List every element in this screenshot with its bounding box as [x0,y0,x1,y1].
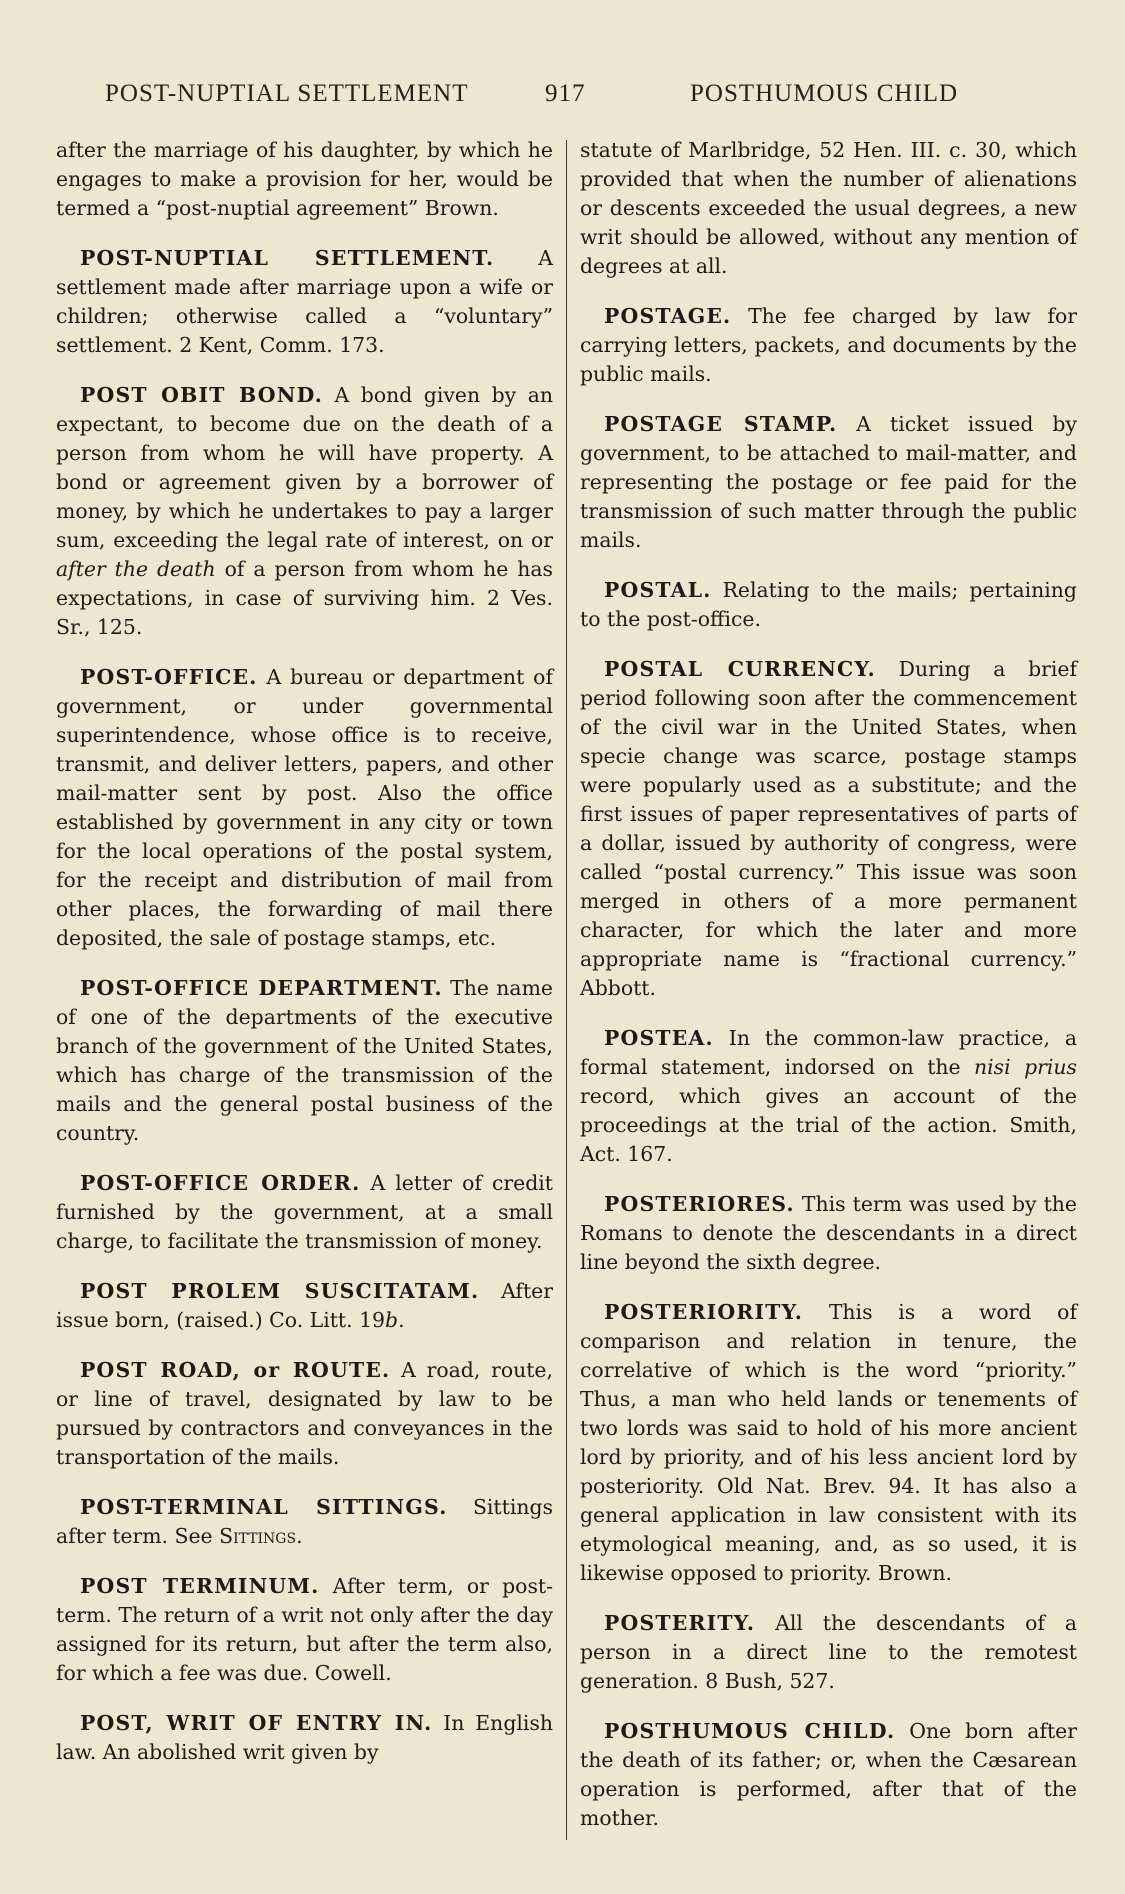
entry-term: POSTERITY. [604,1611,756,1635]
entry-term: POST-OFFICE DEPARTMENT. [80,976,443,1000]
page-number: 917 [545,80,586,107]
cross-reference: Sittings [219,1524,297,1548]
entry-definition: In the common-law practice, a formal statement, indorsed on the [580,1026,1078,1079]
entry-post-road [56,1356,553,1472]
entry-posteriority [580,1298,1077,1588]
entry-term: POSTHUMOUS CHILD. [604,1719,896,1743]
entry-definition: After issue born, (raised.) Co. Litt. 19 [56,1279,553,1332]
entry-definition: The name of one of the departments of the executive branch of the government of the United States, which has charge of the transmission of the mails and the general postal business of the country. [56,976,553,1145]
entry-definition: One born after the death of its father; or, when the Cæsarean operation is performed, after that of the mother. [580,1719,1077,1830]
entry-term: POST-NUPTIAL SETTLEMENT. [80,246,495,270]
entry-definition: A bond given by an expectant, to become due on the death of a person from whom he will have property. A bond or agreement given by a borrower of money, by which he undertakes to pay a larger sum, exceeding the legal rate of interest, on or [56,383,553,552]
entry-term: POST OBIT BOND. [80,383,324,407]
continued-entry-text: after the marriage of his daughter, by which he engages to make a provision for her, would be termed a “post-nuptial agreement” Brown. [56,138,553,220]
entry-postal-currency [580,655,1077,1003]
header-left-guide-word: POST-NUPTIAL SETTLEMENT [105,80,469,107]
entry-post-terminum [56,1572,553,1688]
entry-post-office-department [56,974,553,1148]
entry-post-prolem-suscitatam [56,1277,553,1335]
entry-term: POSTEA. [604,1026,714,1050]
entry-term: POSTERIORES. [604,1192,795,1216]
entry-definition: In English law. An abolished writ given by [56,1711,554,1764]
entry-definition: A letter of credit furnished by the government, at a small charge, to facilitate the transmission of money. [56,1171,554,1253]
entry-definition: This is a word of comparison and relation in tenure, the correlative of which is the word “priority.” Thus, a man who held lands or tenements of two lords was said to hold of his more ancient lord by priority, and of his less ancient lord by posteriority. Old Nat. Brev. 94. It has also a general application in law consistent with its etymological meaning, and, as so used, it is likewise opposed to priority. Brown. [580,1300,1078,1585]
entry-post-terminal-sittings [56,1493,553,1551]
entry-term: POSTAGE. [604,304,732,328]
entry-definition: Relating to the mails; pertaining to the post-office. [580,578,1077,631]
entry-post-office-order [56,1169,553,1256]
entry-term: POSTAGE STAMP. [604,412,838,436]
entry-definition-cont: of a person from whom he has expectations, in case of surviving him. 2 Ves. Sr., 125. [56,557,553,639]
entry-term: POSTAL CURRENCY. [604,657,876,681]
entry-term: POST PROLEM SUSCITATAM. [80,1279,480,1303]
entry-definition: A settlement made after marriage upon a wife or children; otherwise called a “voluntary” settlement. 2 Kent, Comm. 173. [56,246,554,357]
entry-postage-stamp [580,410,1077,555]
entry-term: POST-OFFICE. [80,665,258,689]
entry-italic-phrase: after the death [56,557,216,581]
entry-definition-cont: . [398,1308,405,1332]
entry-postal [580,576,1077,634]
entry-italic-phrase: nisi prius [974,1055,1077,1079]
entry-post-writ-of-entry [56,1709,553,1767]
right-column [580,136,1077,1854]
entry-term: POST ROAD, or ROUTE. [80,1358,391,1382]
entry-italic-letter: b [385,1308,399,1332]
entry-definition-cont: record, which gives an account of the proceedings at the trial of the action. Smith, Act. 167. [580,1084,1077,1166]
entry-definition: Sittings after term. See [56,1495,553,1548]
entry-term: POST, WRIT OF ENTRY IN. [80,1711,433,1735]
entry-definition: During a brief period following soon after the commencement of the civil war in the United States, when specie change was scarce, postage stamps were popularly used as a substitute; and the first issues of paper representatives of parts of a dollar, issued by authority of congress, were called “postal currency.” This issue was soon merged in others of a more permanent character, for which the later and more appropriate name is “fractional currency.” Abbott. [580,657,1078,1000]
entry-post-nuptial-settlement [56,244,553,360]
entry-term: POSTERIORITY. [604,1300,804,1324]
running-header [0,80,1125,114]
entry-term: POST-OFFICE ORDER. [80,1171,361,1195]
entry-definition: The fee charged by law for carrying letters, packets, and documents by the public mails. [580,304,1078,386]
entry-posteriores [580,1190,1077,1277]
entry-postage [580,302,1077,389]
entry-post-office [56,663,553,953]
entry-definition: A road, route, or line of travel, designated by law to be pursued by contractors and conveyances in the transportation of the mails. [56,1358,553,1469]
entry-term: POST-TERMINAL SITTINGS. [80,1495,448,1519]
entry-posterity [580,1609,1077,1696]
column-divider [566,140,567,1840]
entry-term: POST TERMINUM. [80,1574,320,1598]
continued-entry-text: statute of Marlbridge, 52 Hen. III. c. 30, which provided that when the number of alienations or descents exceeded the usual degrees, a new writ should be allowed, without any mention of degrees at all. [580,138,1077,278]
entry-post-obit-bond [56,381,553,642]
entry-postea [580,1024,1077,1169]
entry-posthumous-child [580,1717,1077,1833]
entry-definition: All the descendants of a person in a direct line to the remotest generation. 8 Bush, 527. [580,1611,1077,1693]
entry-definition-cont: . [296,1524,303,1548]
header-right-guide-word: POSTHUMOUS CHILD [690,80,959,107]
left-column [56,136,553,1788]
entry-definition: A bureau or department of government, or under governmental superintendence, whose office is to receive, transmit, and deliver letters, papers, and other mail-matter sent by post. Also the office established by government in any city or town for the local operations of the postal system, for the receipt and distribution of mail from other places, the forwarding of mail there deposited, the sale of postage stamps, etc. [56,665,553,950]
entry-definition: After term, or post-term. The return of a writ not only after the day assigned for its return, but after the term also, for which a fee was due. Cowell. [56,1574,554,1685]
entry-definition: This term was used by the Romans to denote the descendants in a direct line beyond the sixth degree. [580,1192,1078,1274]
entry-definition: A ticket issued by government, to be attached to mail-matter, and representing the postage or fee paid for the transmission of such matter through the public mails. [580,412,1078,552]
entry-term: POSTAL. [604,578,712,602]
